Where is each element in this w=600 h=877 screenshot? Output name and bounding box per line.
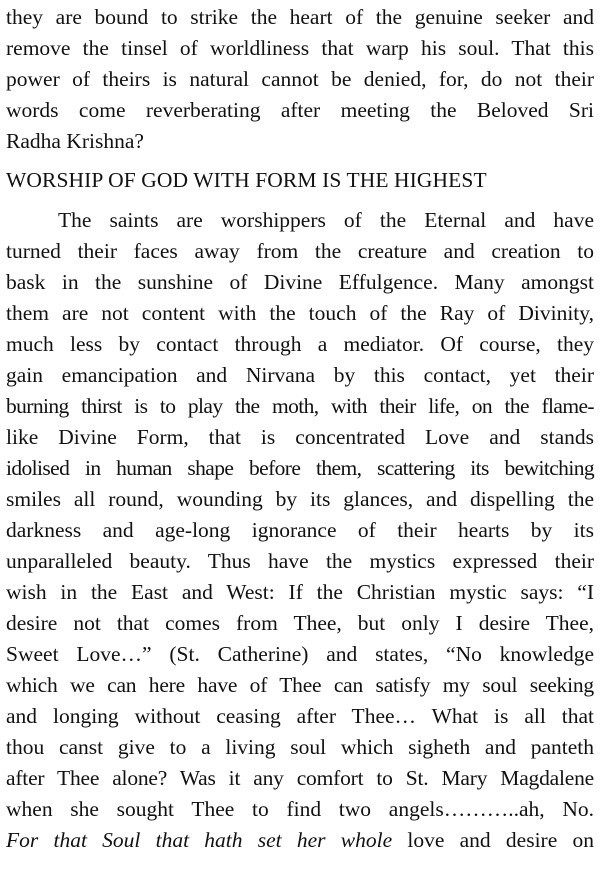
paragraph-line: wish in the East and West: If the Christian mystic says: “I xyxy=(6,580,594,604)
paragraph-line: bask in the sunshine of Divine Effulgence. Many amongst xyxy=(6,270,594,294)
paragraph-line-final xyxy=(6,825,594,855)
paragraph-line: them are not content with the touch of the Ray of Divinity, xyxy=(6,301,594,325)
paragraph-line: gain emancipation and Nirvana by this contact, yet their xyxy=(6,363,594,387)
paragraph-line: they are bound to strike the heart of the genuine seeker and xyxy=(6,5,594,29)
paragraph-line: idolised in human shape before them, scattering its bewitching xyxy=(6,456,594,480)
paragraph-line: much less by contact through a mediator. Of course, they xyxy=(6,332,594,356)
paragraph-line: when she sought Thee to find two angels………..ah, No. xyxy=(6,797,594,821)
paragraph-line: The saints are worshippers of the Eternal and have xyxy=(58,208,594,232)
text-run: love and desire on xyxy=(392,828,594,852)
italic-text: For that Soul that hath set her whole xyxy=(6,828,393,852)
paragraph-line: Sweet Love…” (St. Catherine) and states, “No knowledge xyxy=(6,642,594,666)
paragraph-line: and longing without ceasing after Thee… What is all that xyxy=(6,704,594,728)
paragraph-line: thou canst give to a living soul which sigheth and panteth xyxy=(6,735,594,759)
paragraph-line: turned their faces away from the creature and creation to xyxy=(6,239,594,263)
section-heading: WORSHIP OF GOD WITH FORM IS THE HIGHEST xyxy=(6,168,487,192)
paragraph-line: power of theirs is natural cannot be denied, for, do not their xyxy=(6,67,594,91)
paragraph-line: which we can here have of Thee can satisfy my soul seeking xyxy=(6,673,594,697)
paragraph-line: desire not that comes from Thee, but only I desire Thee, xyxy=(6,611,594,635)
paragraph-line: darkness and age-long ignorance of their hearts by its xyxy=(6,518,594,542)
paragraph-line: like Divine Form, that is concentrated Love and stands xyxy=(6,425,594,449)
paragraph-line: smiles all round, wounding by its glances, and dispelling the xyxy=(6,487,594,511)
paragraph-line: words come reverberating after meeting the Beloved Sri xyxy=(6,98,594,122)
paragraph-line: unparalleled beauty. Thus have the mystics expressed their xyxy=(6,549,594,573)
paragraph-line: burning thirst is to play the moth, with their life, on the flame- xyxy=(6,394,594,418)
paragraph-line: remove the tinsel of worldliness that warp his soul. That this xyxy=(6,36,594,60)
paragraph-line: Radha Krishna? xyxy=(6,129,144,153)
paragraph-line: after Thee alone? Was it any comfort to St. Mary Magdalene xyxy=(6,766,594,790)
